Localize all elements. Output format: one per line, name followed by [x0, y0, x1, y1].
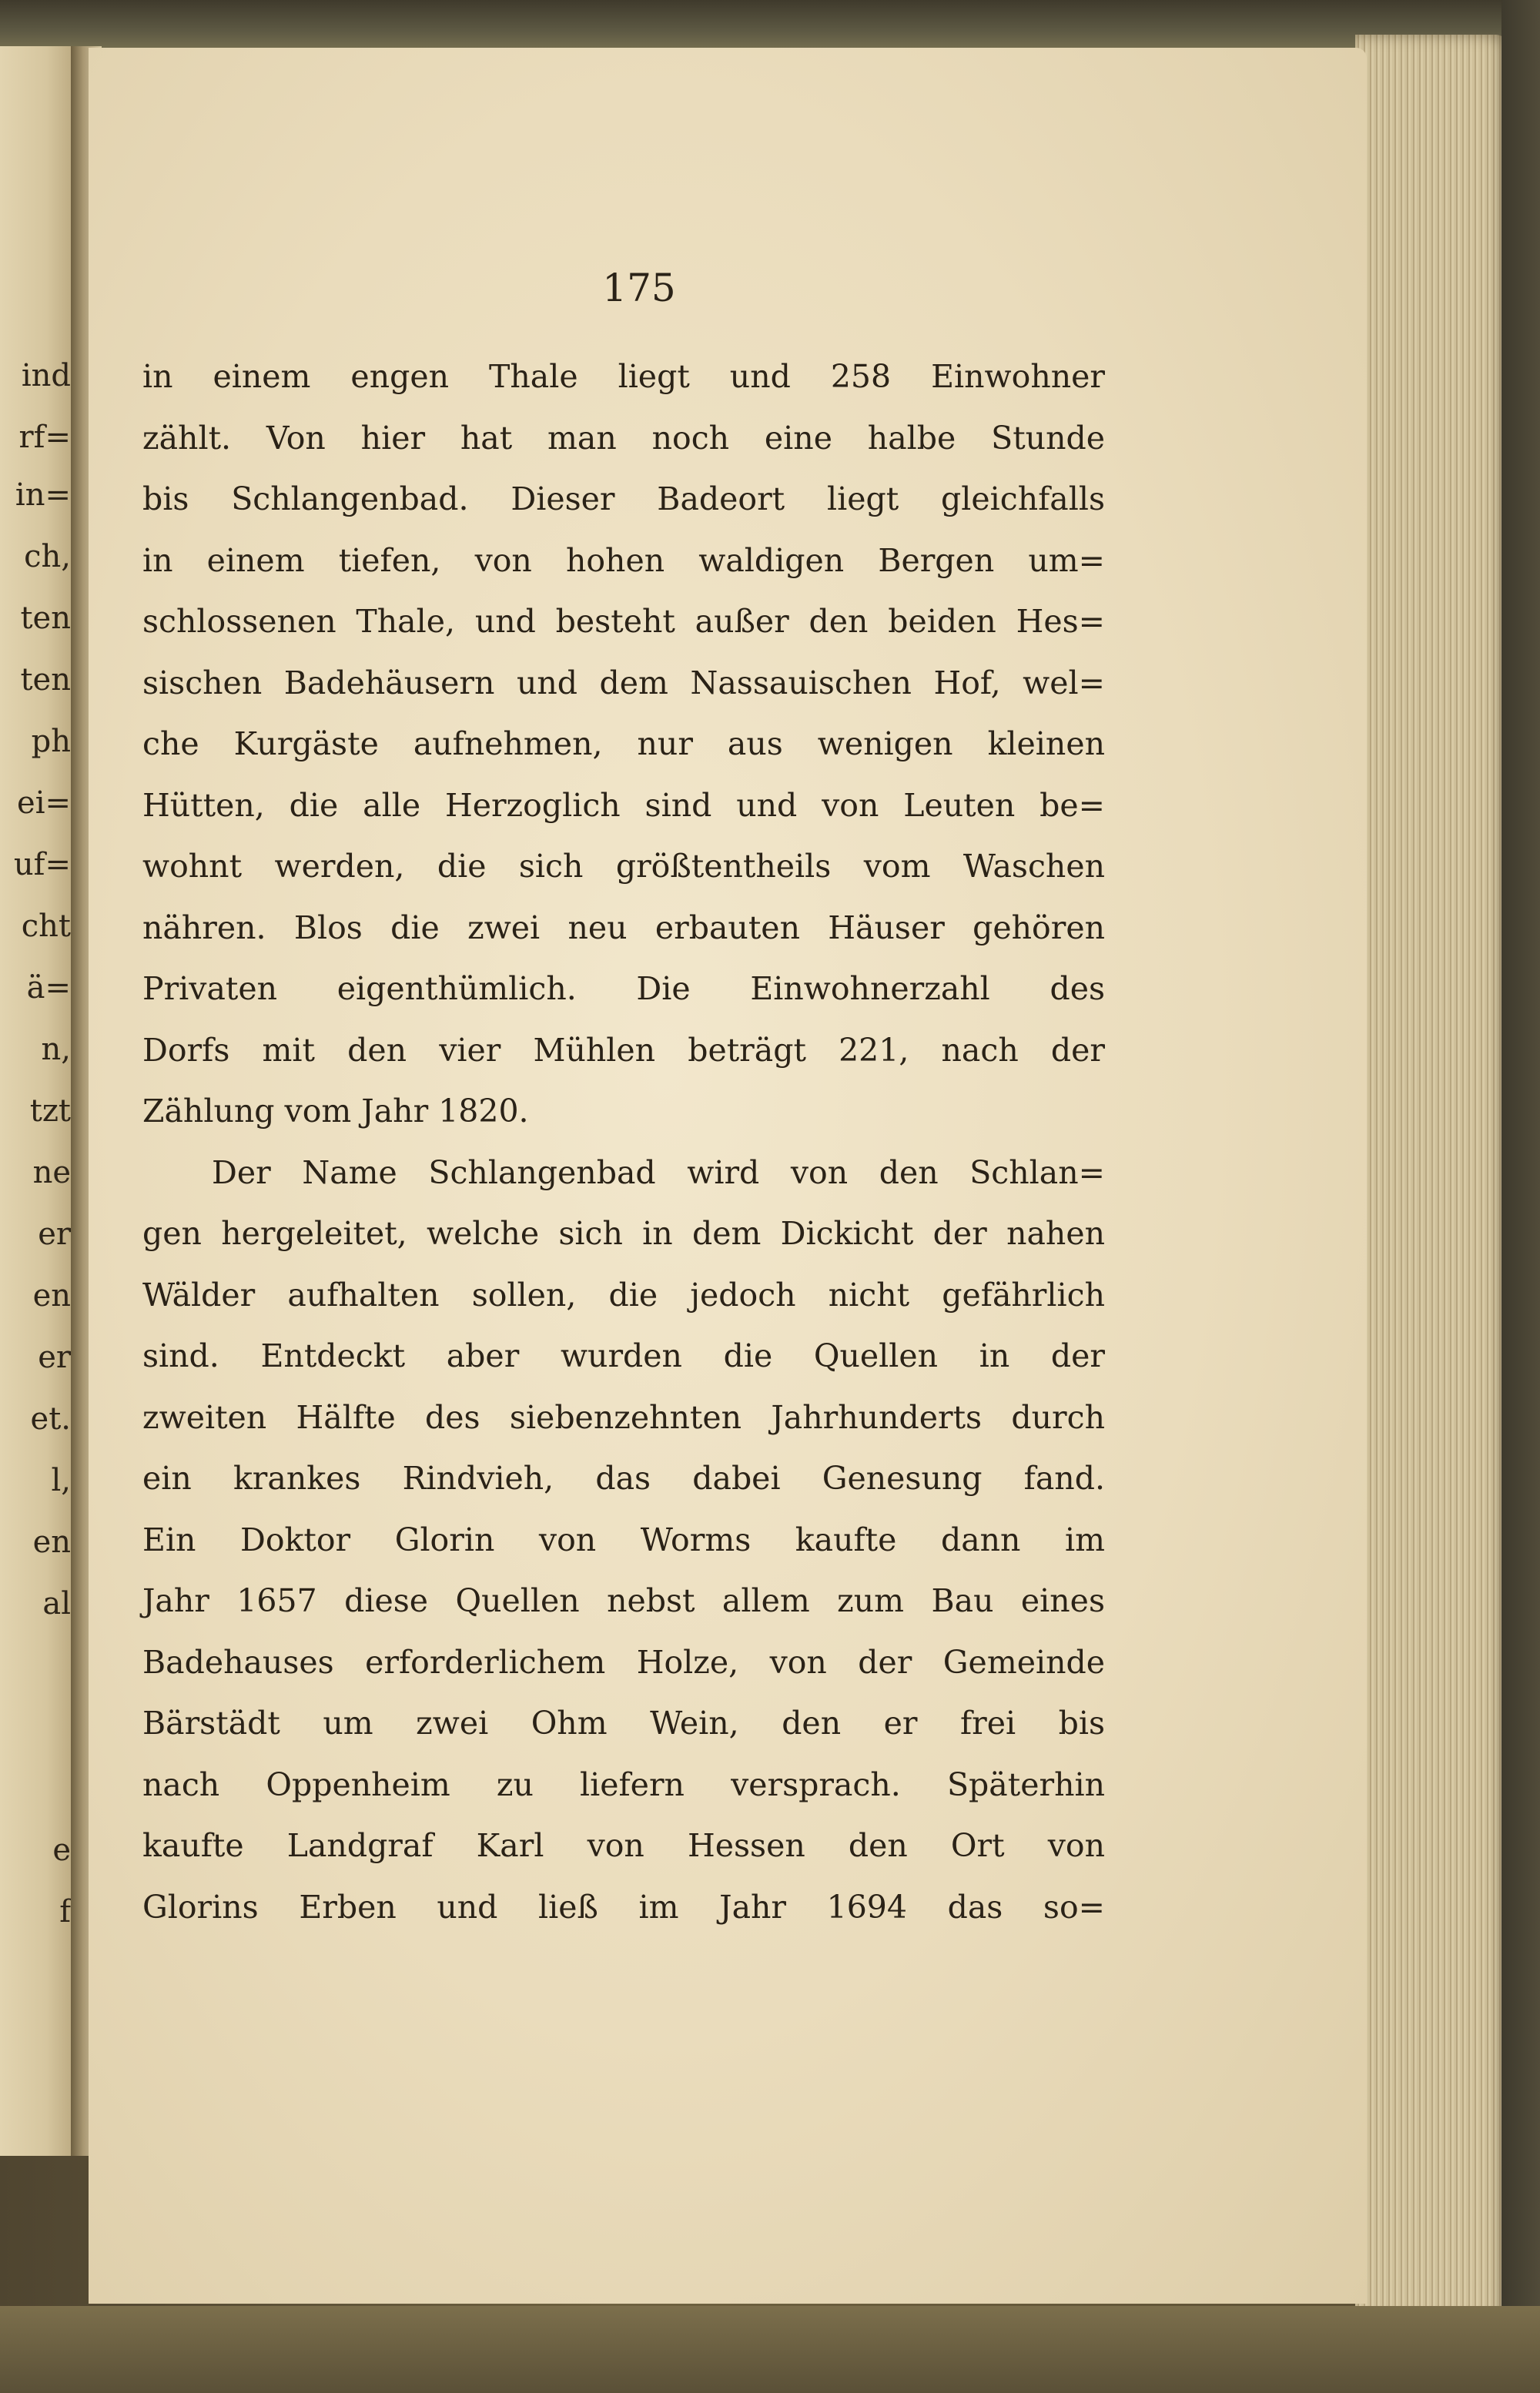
text-line: che Kurgäste aufnehmen, nur aus wenigen kleinen — [142, 725, 1105, 762]
text-line: Wälder aufhalten sollen, die jedoch nicht gefährlich — [142, 1276, 1105, 1314]
text-line: Der Name Schlangenbad wird von den Schlan= — [212, 1153, 1105, 1191]
left-page-fragment: e — [52, 1832, 71, 1868]
left-page-fragment: n, — [41, 1032, 71, 1067]
left-page-fragment: ten — [20, 601, 71, 636]
book-cover-edge — [1502, 0, 1540, 2393]
left-facing-page — [0, 46, 77, 2156]
left-page-fragment: ten — [20, 662, 71, 698]
text-line: nach Oppenheim zu liefern versprach. Späterhin — [142, 1765, 1105, 1803]
left-page-fragment: tzt — [29, 1093, 71, 1129]
left-page-fragment: er — [38, 1340, 71, 1375]
left-page-fragment: en — [32, 1524, 71, 1560]
text-line: in einem engen Thale liegt und 258 Einwohner — [142, 358, 1105, 395]
text-line: Privaten eigenthümlich. Die Einwohnerzahl des — [142, 970, 1105, 1007]
left-page-fragment: f — [59, 1894, 71, 1929]
left-page-fragment: en — [32, 1278, 71, 1314]
page-text — [142, 346, 1105, 1938]
left-page-fragment: cht — [21, 909, 71, 944]
text-line: wohnt werden, die sich größtentheils vom Waschen — [142, 848, 1105, 885]
text-line: gen hergeleitet, welche sich in dem Dickicht der nahen — [142, 1215, 1105, 1252]
text-line: nähren. Blos die zwei neu erbauten Häuser gehören — [142, 909, 1105, 946]
left-page-fragment: ei= — [17, 785, 71, 821]
page-number: 175 — [602, 266, 676, 310]
left-page-fragment: ä= — [26, 970, 71, 1006]
left-page-fragment: in= — [15, 477, 71, 513]
book-bottom-shadow — [0, 2306, 1540, 2393]
left-page-fragment: ind — [21, 358, 71, 393]
text-line: zählt. Von hier hat man noch eine halbe Stunde — [142, 419, 1105, 457]
text-line: in einem tiefen, von hohen waldigen Bergen um= — [142, 541, 1105, 579]
text-line: Zählung vom Jahr 1820. — [142, 1093, 529, 1130]
page-edge-stack — [1355, 35, 1509, 2329]
text-line: bis Schlangenbad. Dieser Badeort liegt gleichfalls — [142, 480, 1105, 517]
text-line: sind. Entdeckt aber wurden die Quellen in der — [142, 1337, 1105, 1374]
text-line: sischen Badehäusern und dem Nassauischen Hof, wel= — [142, 664, 1105, 701]
left-page-fragment: al — [42, 1586, 71, 1622]
left-page-fragment: er — [38, 1217, 71, 1252]
paragraph — [142, 346, 1105, 1143]
text-line: Ein Doktor Glorin von Worms kaufte dann im — [142, 1521, 1105, 1558]
text-line: Hütten, die alle Herzoglich sind und von Leuten be= — [142, 786, 1105, 824]
text-line: kaufte Landgraf Karl von Hessen den Ort von — [142, 1827, 1105, 1864]
paragraph — [142, 1143, 1105, 1939]
text-line: schlossenen Thale, und besteht außer den beiden Hes= — [142, 603, 1105, 640]
text-line: zweiten Hälfte des siebenzehnten Jahrhunderts durch — [142, 1398, 1105, 1436]
left-page-fragment: rf= — [18, 420, 71, 455]
text-line: Jahr 1657 diese Quellen nebst allem zum Bau eines — [142, 1582, 1105, 1619]
book-binding-top — [0, 0, 1540, 54]
left-page-fragment: uf= — [13, 847, 71, 882]
text-line: Glorins Erben und ließ im Jahr 1694 das so= — [142, 1888, 1105, 1926]
text-line: Dorfs mit den vier Mühlen beträgt 221, nach der — [142, 1031, 1105, 1069]
left-page-fragment: et. — [30, 1401, 71, 1437]
text-line: Badehauses erforderlichem Holze, von der Gemeinde — [142, 1643, 1105, 1681]
left-page-fragment: ne — [32, 1155, 71, 1190]
left-page-fragment: ch, — [24, 539, 71, 574]
left-page-fragment: l, — [51, 1463, 71, 1498]
text-line: ein krankes Rindvieh, das dabei Genesung fand. — [142, 1460, 1105, 1497]
left-page-fragment: ph — [31, 724, 71, 759]
text-line: Bärstädt um zwei Ohm Wein, den er frei bis — [142, 1705, 1105, 1742]
